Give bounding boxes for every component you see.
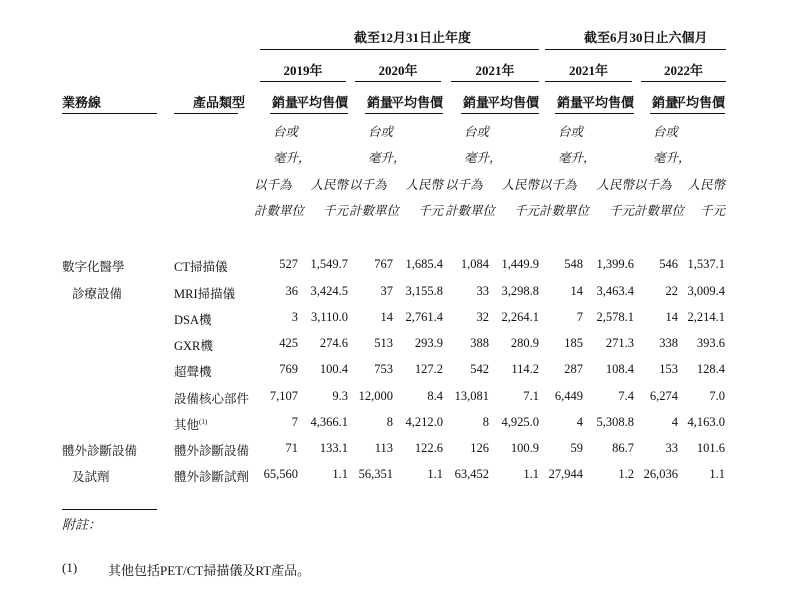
avg-price-cell: 1,685.4 [405, 257, 443, 271]
avg-price-cell: 4,925.0 [501, 415, 539, 429]
volume-cell: 8 [386, 415, 393, 429]
product-type-header: 產品類型 [193, 95, 246, 110]
avg-price-cell: 122.6 [414, 441, 443, 455]
notes-heading: 附註： [62, 517, 102, 532]
volume-cell: 769 [279, 362, 298, 376]
product-name: 體外診斷設備 [174, 444, 250, 458]
product-name: 體外診斷試劑 [174, 470, 250, 484]
volume-cell: 65,560 [263, 467, 298, 481]
business-line-header: 業務線 [62, 95, 102, 110]
price-unit-text: 人民幣 [405, 178, 443, 192]
avg-price-cell: 393.6 [696, 336, 725, 350]
rule-volume [365, 113, 393, 114]
avg-price-cell: 4,163.0 [687, 415, 725, 429]
volume-unit-text: 計數單位 [634, 204, 685, 218]
volume-unit-text: 計數單位 [445, 204, 496, 218]
avg-price-cell: 5,308.8 [596, 415, 634, 429]
volume-unit-text: 台或 [273, 125, 299, 139]
volume-unit-text: 毫升， [464, 151, 502, 165]
volume-cell: 4 [671, 415, 678, 429]
volume-cell: 26,036 [643, 467, 678, 481]
rule-avg-price [487, 113, 539, 114]
avg-price-cell: 8.4 [427, 389, 443, 403]
volume-header: 銷量 [271, 95, 298, 110]
volume-cell: 425 [279, 336, 298, 350]
avg-price-cell: 2,264.1 [501, 310, 539, 324]
product-label [174, 310, 212, 328]
volume-unit-text: 台或 [653, 125, 679, 139]
business-line-label: 體外診斷設備 [62, 444, 138, 458]
avg-price-cell: 293.9 [414, 336, 443, 350]
volume-cell: 71 [285, 441, 298, 455]
volume-unit-text: 計數單位 [349, 204, 400, 218]
volume-cell: 6,449 [554, 389, 583, 403]
avg-price-cell: 1.1 [709, 467, 725, 481]
avg-price-cell: 114.2 [511, 362, 539, 376]
volume-cell: 33 [665, 441, 678, 455]
rule-avg-price [296, 113, 348, 114]
avg-price-cell: 108.4 [605, 362, 634, 376]
year-header: 2022年 [663, 63, 703, 78]
price-unit-text: 人民幣 [310, 178, 348, 192]
price-unit-text: 千元 [322, 204, 348, 218]
volume-cell: 753 [374, 362, 393, 376]
rule-avg-price [391, 113, 443, 114]
avg-price-header: 平均售價 [391, 95, 444, 110]
volume-unit-text: 台或 [558, 125, 584, 139]
price-unit-text: 人民幣 [687, 178, 725, 192]
volume-cell: 153 [659, 362, 678, 376]
avg-price-cell: 3,110.0 [310, 310, 348, 324]
rule-six-months [545, 49, 726, 50]
volume-cell: 3 [291, 310, 298, 324]
volume-cell: 14 [380, 310, 393, 324]
volume-cell: 7 [291, 415, 298, 429]
avg-price-cell: 1.1 [332, 467, 348, 481]
price-unit-text: 人民幣 [596, 178, 634, 192]
product-name: 超聲機 [174, 365, 212, 379]
volume-unit-text: 以千為 [349, 178, 387, 192]
volume-cell: 767 [374, 257, 393, 271]
avg-price-cell: 7.4 [618, 389, 634, 403]
year-header: 2021年 [475, 63, 515, 78]
volume-cell: 37 [380, 284, 393, 298]
volume-cell: 12,000 [358, 389, 393, 403]
avg-price-cell: 280.9 [510, 336, 539, 350]
avg-price-header: 平均售價 [296, 95, 349, 110]
avg-price-cell: 100.9 [510, 441, 539, 455]
volume-cell: 546 [659, 257, 678, 271]
volume-cell: 7,107 [269, 389, 298, 403]
avg-price-cell: 3,155.8 [405, 284, 443, 298]
volume-cell: 13,081 [454, 389, 489, 403]
rule-volume [555, 113, 583, 114]
business-line-label: 診療設備 [72, 287, 123, 301]
avg-price-cell: 4,366.1 [310, 415, 348, 429]
volume-unit-text: 毫升， [368, 151, 406, 165]
volume-cell: 513 [374, 336, 393, 350]
avg-price-cell: 3,298.8 [501, 284, 539, 298]
product-name: CT掃描儀 [174, 260, 228, 274]
volume-cell: 542 [470, 362, 489, 376]
product-label [174, 415, 207, 433]
avg-price-cell: 2,761.4 [405, 310, 443, 324]
volume-cell: 6,274 [649, 389, 678, 403]
price-unit-text: 人民幣 [501, 178, 539, 192]
rule-avg-price [582, 113, 634, 114]
rule-notes [62, 509, 157, 510]
avg-price-cell: 1.1 [523, 467, 539, 481]
avg-price-cell: 1,537.1 [687, 257, 725, 271]
rule-year [641, 81, 726, 82]
avg-price-header: 平均售價 [582, 95, 635, 110]
avg-price-header: 平均售價 [487, 95, 540, 110]
avg-price-cell: 274.6 [319, 336, 348, 350]
footnote-marker: (1) [199, 417, 208, 426]
volume-cell: 287 [564, 362, 583, 376]
avg-price-cell: 271.3 [605, 336, 634, 350]
avg-price-cell: 1,549.7 [310, 257, 348, 271]
avg-price-cell: 86.7 [612, 441, 634, 455]
price-unit-text: 千元 [513, 204, 539, 218]
volume-cell: 14 [570, 284, 583, 298]
avg-price-cell: 100.4 [319, 362, 348, 376]
avg-price-cell: 7.1 [523, 389, 539, 403]
volume-cell: 388 [470, 336, 489, 350]
product-label [174, 257, 227, 275]
rule-avg-price [673, 113, 725, 114]
rule-product-type [174, 113, 238, 114]
volume-unit-text: 以千為 [445, 178, 483, 192]
rule-year [355, 81, 441, 82]
period-header-six-months: 截至6月30日止六個月 [584, 30, 708, 45]
volume-cell: 548 [564, 257, 583, 271]
product-name: GXR機 [174, 339, 213, 353]
volume-cell: 338 [659, 336, 678, 350]
avg-price-cell: 127.2 [414, 362, 443, 376]
volume-unit-text: 毫升， [558, 151, 596, 165]
note-marker: (1) [62, 560, 78, 575]
volume-cell: 32 [476, 310, 489, 324]
volume-unit-text: 以千為 [634, 178, 672, 192]
volume-cell: 4 [576, 415, 583, 429]
volume-unit-text: 毫升， [653, 151, 691, 165]
rule-year [451, 81, 539, 82]
volume-header: 銷量 [366, 95, 393, 110]
avg-price-cell: 133.1 [319, 441, 348, 455]
avg-price-cell: 2,214.1 [687, 310, 725, 324]
volume-unit-text: 計數單位 [254, 204, 305, 218]
note-text: 其他包括PET/CT掃描儀及RT產品。 [108, 563, 311, 578]
avg-price-cell: 1,399.6 [596, 257, 634, 271]
volume-cell: 8 [482, 415, 489, 429]
volume-cell: 7 [576, 310, 583, 324]
product-name: 其他 [174, 418, 200, 432]
volume-cell: 113 [374, 441, 393, 455]
volume-cell: 63,452 [454, 467, 489, 481]
volume-unit-text: 以千為 [539, 178, 577, 192]
volume-cell: 22 [665, 284, 678, 298]
volume-cell: 126 [470, 441, 489, 455]
volume-unit-text: 計數單位 [539, 204, 590, 218]
business-line-label: 及試劑 [72, 470, 110, 484]
volume-cell: 185 [564, 336, 583, 350]
volume-cell: 27,944 [548, 467, 583, 481]
rule-fiscal-year [260, 49, 539, 50]
avg-price-cell: 1.2 [618, 467, 634, 481]
rule-business-line [62, 113, 157, 114]
volume-cell: 1,084 [460, 257, 489, 271]
avg-price-cell: 4,212.0 [405, 415, 443, 429]
avg-price-cell: 1,449.9 [501, 257, 539, 271]
avg-price-cell: 3,463.4 [596, 284, 634, 298]
volume-unit-text: 以千為 [254, 178, 292, 192]
volume-cell: 527 [279, 257, 298, 271]
avg-price-cell: 3,009.4 [687, 284, 725, 298]
avg-price-cell: 9.3 [332, 389, 348, 403]
volume-header: 銷量 [556, 95, 583, 110]
avg-price-header: 平均售價 [673, 95, 726, 110]
year-header: 2019年 [283, 63, 323, 78]
volume-cell: 36 [285, 284, 298, 298]
avg-price-cell: 7.0 [709, 389, 725, 403]
avg-price-cell: 2,578.1 [596, 310, 634, 324]
product-name: DSA機 [174, 313, 212, 327]
volume-cell: 59 [570, 441, 583, 455]
rule-year [545, 81, 632, 82]
avg-price-cell: 101.6 [696, 441, 725, 455]
product-label [174, 336, 213, 354]
price-unit-text: 千元 [608, 204, 634, 218]
price-unit-text: 千元 [699, 204, 725, 218]
avg-price-cell: 3,424.5 [310, 284, 348, 298]
volume-cell: 14 [665, 310, 678, 324]
period-header-fiscal-year: 截至12月31日止年度 [354, 30, 472, 45]
volume-header: 銷量 [651, 95, 678, 110]
year-header: 2021年 [568, 63, 608, 78]
volume-unit-text: 台或 [368, 125, 394, 139]
price-unit-text: 千元 [417, 204, 443, 218]
product-name: 設備核心部件 [174, 392, 250, 406]
product-name: MRI掃描儀 [174, 287, 236, 301]
product-label [174, 362, 212, 380]
rule-volume [270, 113, 298, 114]
volume-unit-text: 台或 [464, 125, 490, 139]
volume-header: 銷量 [462, 95, 489, 110]
rule-volume [461, 113, 489, 114]
volume-unit-text: 毫升， [273, 151, 311, 165]
volume-cell: 33 [476, 284, 489, 298]
year-header: 2020年 [378, 63, 418, 78]
volume-cell: 56,351 [358, 467, 393, 481]
avg-price-cell: 1.1 [427, 467, 443, 481]
product-label [174, 284, 235, 302]
business-line-label: 數字化醫學 [62, 260, 125, 274]
rule-year [260, 81, 346, 82]
avg-price-cell: 128.4 [696, 362, 725, 376]
